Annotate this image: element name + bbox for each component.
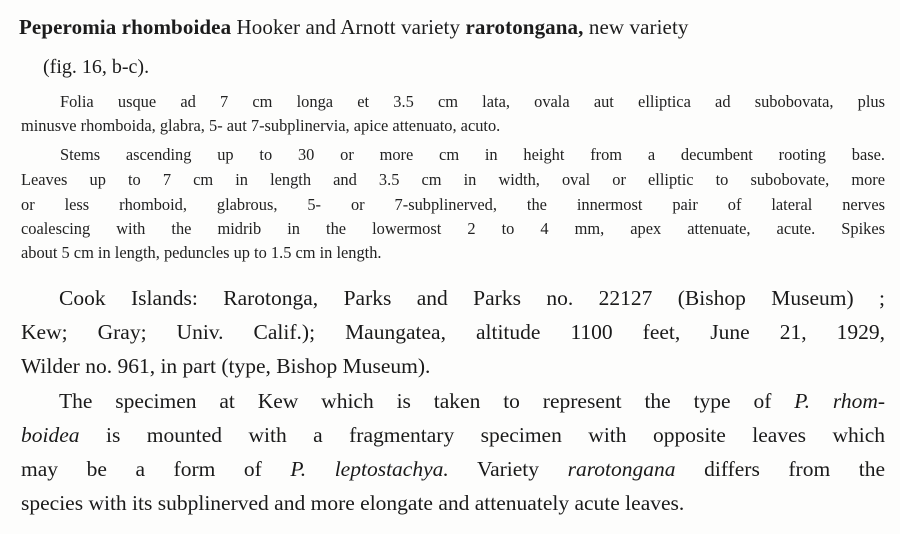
taxon-name: boidea (21, 423, 80, 447)
discussion-line-2 (21, 423, 885, 448)
discussion-line-4: species with its subplinerved and more elongate and attenuately acute leaves. (21, 491, 685, 515)
latin-line-1: Folia usque ad 7 cm longa et 3.5 cm lata, ovala aut elliptica ad subobovata, plus (60, 92, 885, 111)
english-line-5: about 5 cm in length, peduncles up to 1.5 cm in length. (21, 243, 382, 262)
specimen-line-3: Wilder no. 961, in part (type, Bishop Museum). (21, 354, 431, 378)
discussion-text: The specimen at Kew which is taken to represent the type of (59, 389, 772, 413)
english-line-4: coalescing with the midrib in the lowermost 2 to 4 mm, apex attenuate, acute. Spikes (21, 219, 885, 238)
discussion-line-3 (21, 457, 885, 482)
taxon-name: P. rhom- (794, 389, 886, 413)
specimen-line-1: Cook Islands: Rarotonga, Parks and Parks no. 22127 (Bishop Museum) ; (59, 286, 885, 310)
species-name: Peperomia rhomboidea (19, 15, 232, 39)
specimen-line-2: Kew; Gray; Univ. Calif.); Maungatea, altitude 1100 feet, June 21, 1929, (21, 320, 885, 344)
discussion-text: is mounted with a fragmentary specimen with opposite leaves which (105, 423, 885, 447)
variety-status: new variety (588, 15, 689, 39)
discussion-text: differs from the (704, 457, 886, 481)
latin-line-2: minusve rhomboida, glabra, 5- aut 7-subplinervia, apice attenuato, acuto. (21, 116, 501, 135)
english-line-2: Leaves up to 7 cm in length and 3.5 cm in width, oval or elliptic to subobovate, more (21, 170, 885, 189)
discussion-text: Variety (476, 457, 540, 481)
english-line-3: or less rhomboid, glabrous, 5- or 7-subplinerved, the innermost pair of lateral nerves (21, 195, 885, 214)
species-authors: Hooker and Arnott variety (236, 15, 461, 39)
species-heading (19, 15, 689, 40)
english-line-1: Stems ascending up to 30 or more cm in height from a decumbent rooting base. (60, 145, 885, 164)
discussion-line-1 (59, 389, 885, 414)
variety-name-italic: rarotongana (567, 457, 676, 481)
figure-reference: (fig. 16, b-c). (43, 56, 150, 78)
discussion-text: may be a form of (21, 457, 262, 481)
variety-name: rarotongana, (465, 15, 584, 39)
taxon-name: P. leptostachya. (290, 457, 449, 481)
